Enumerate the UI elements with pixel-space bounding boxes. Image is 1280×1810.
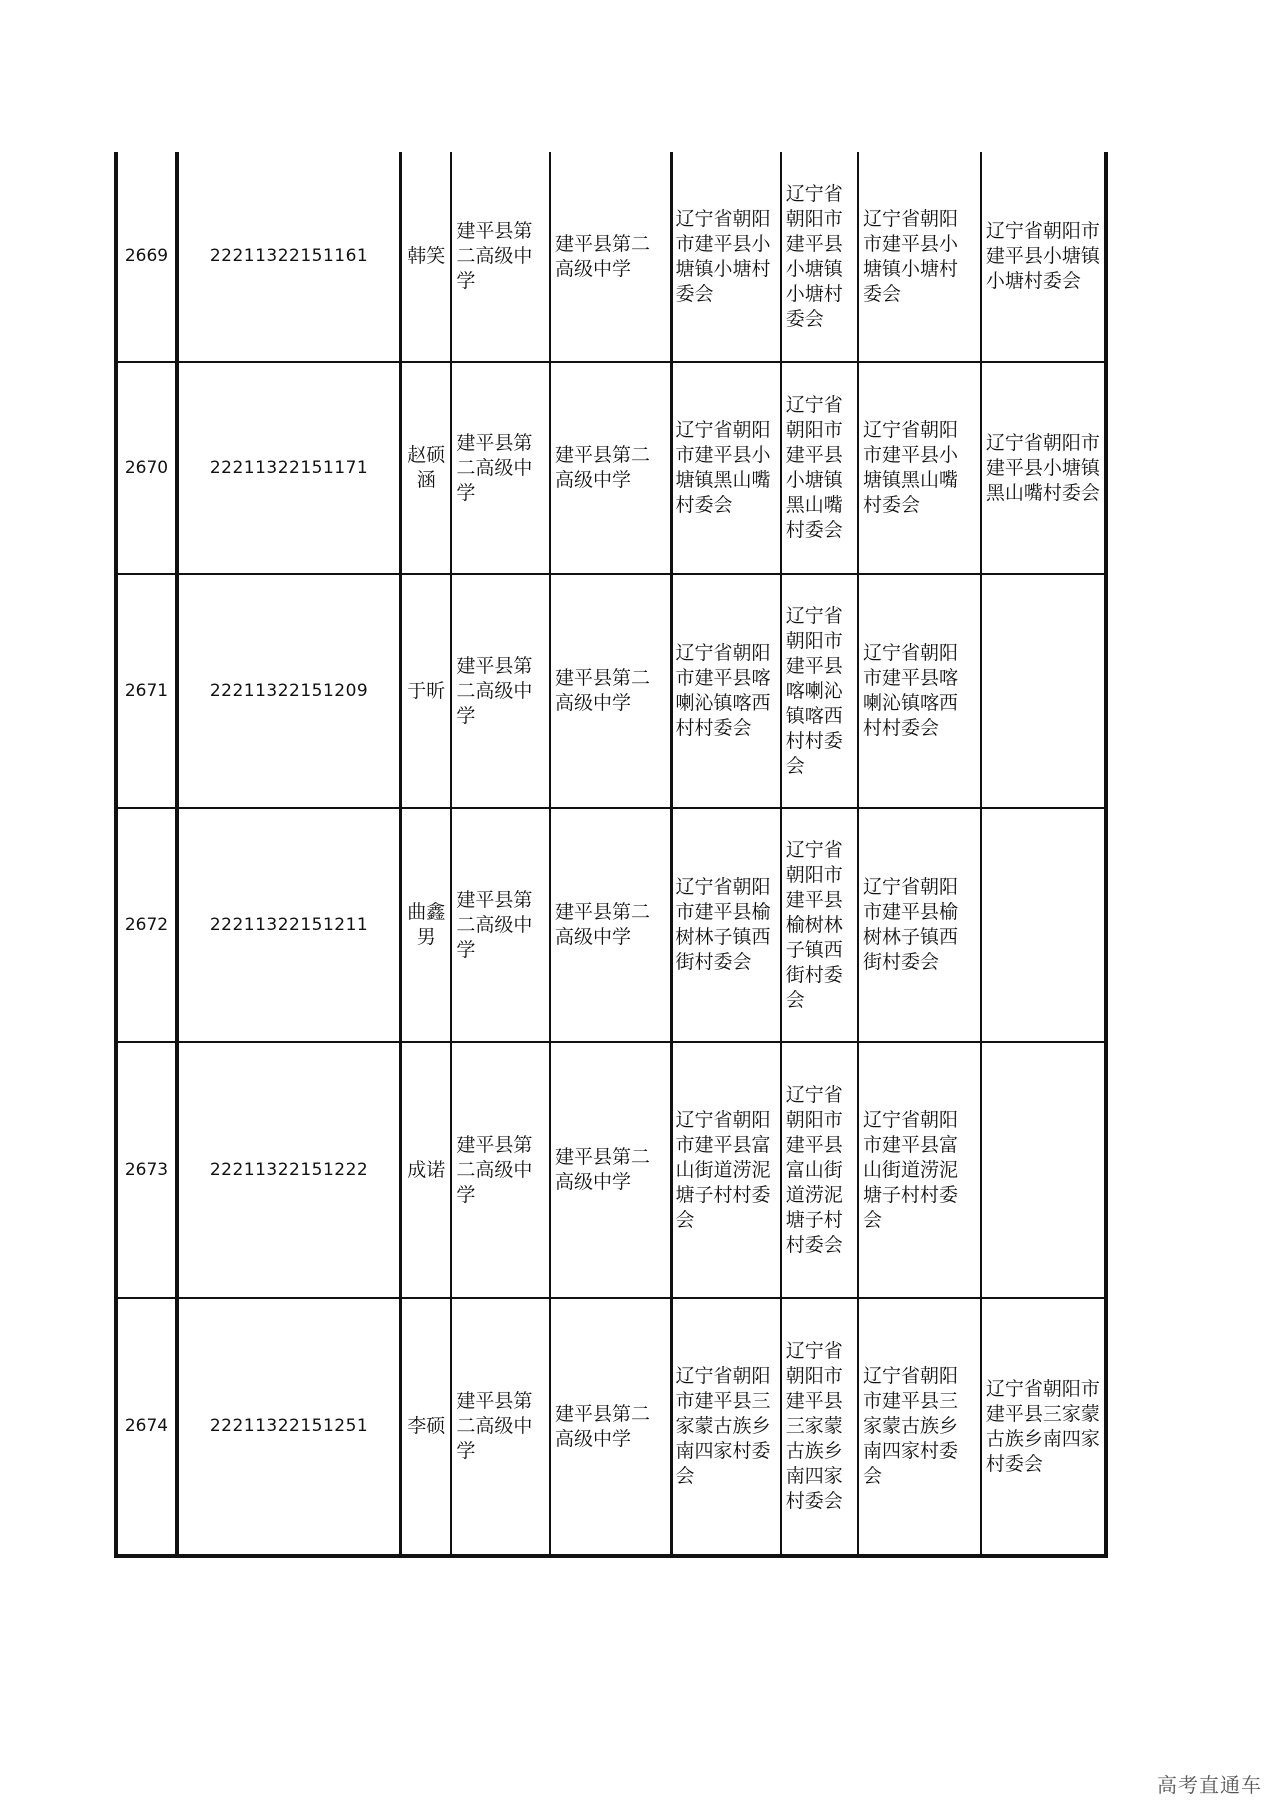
address-1: 辽宁省朝阳市建平县喀喇沁镇喀西村村委会	[675, 642, 771, 739]
table-row	[116, 808, 1106, 1042]
school: 建平县第二高级中学	[456, 1133, 533, 1206]
address-4: 辽宁省朝阳市建平县小塘镇黑山嘴村委会	[985, 431, 1100, 504]
school-2: 建平县第二高级中学	[554, 1146, 650, 1193]
school: 建平县第二高级中学	[456, 431, 533, 504]
serial-number: 2670	[124, 457, 169, 478]
address-2: 辽宁省朝阳市建平县榆树林子镇西街村委会	[785, 838, 843, 1011]
exam-id: 22211322151222	[209, 1159, 369, 1180]
watermark-text: 高考直通车	[1157, 1773, 1262, 1797]
student-name: 于昕	[407, 679, 446, 702]
serial-number: 2671	[124, 680, 169, 701]
serial-number: 2672	[124, 914, 169, 935]
address-3: 辽宁省朝阳市建平县三家蒙古族乡南四家村委会	[862, 1365, 958, 1487]
address-2: 辽宁省朝阳市建平县小塘镇小塘村委会	[785, 182, 843, 330]
address-1: 辽宁省朝阳市建平县小塘镇小塘村委会	[675, 207, 771, 305]
school-2: 建平县第二高级中学	[554, 232, 650, 280]
roster-table	[114, 152, 1108, 1558]
student-name: 赵硕涵	[407, 444, 446, 491]
school-2: 建平县第二高级中学	[554, 1402, 650, 1450]
school: 建平县第二高级中学	[456, 888, 533, 961]
serial-number: 2673	[124, 1159, 169, 1180]
address-3: 辽宁省朝阳市建平县小塘镇小塘村委会	[862, 207, 958, 305]
address-3: 辽宁省朝阳市建平县富山街道涝泥塘子村村委会	[862, 1108, 958, 1231]
address-4: 辽宁省朝阳市建平县三家蒙古族乡南四家村委会	[985, 1377, 1100, 1475]
table-row	[116, 362, 1106, 574]
address-2: 辽宁省朝阳市建平县富山街道涝泥塘子村村委会	[785, 1083, 843, 1256]
school: 建平县第二高级中学	[456, 654, 533, 727]
student-name: 韩笑	[407, 245, 446, 267]
school-2: 建平县第二高级中学	[554, 901, 650, 948]
school-2: 建平县第二高级中学	[554, 667, 650, 714]
address-1: 辽宁省朝阳市建平县富山街道涝泥塘子村村委会	[675, 1108, 771, 1231]
address-1: 辽宁省朝阳市建平县三家蒙古族乡南四家村委会	[675, 1365, 771, 1487]
address-1: 辽宁省朝阳市建平县小塘镇黑山嘴村委会	[675, 419, 771, 516]
school-2: 建平县第二高级中学	[554, 444, 650, 491]
exam-id: 22211322151209	[209, 680, 369, 701]
exam-id: 22211322151171	[209, 457, 369, 478]
student-name: 曲鑫男	[407, 901, 446, 948]
exam-id: 22211322151211	[209, 914, 369, 935]
table-row	[116, 574, 1106, 808]
address-3: 辽宁省朝阳市建平县喀喇沁镇喀西村村委会	[862, 642, 958, 739]
address-2: 辽宁省朝阳市建平县喀喇沁镇喀西村村委会	[785, 604, 843, 777]
address-2: 辽宁省朝阳市建平县小塘镇黑山嘴村委会	[785, 394, 843, 541]
address-3: 辽宁省朝阳市建平县榆树林子镇西街村委会	[862, 876, 958, 973]
school: 建平县第二高级中学	[456, 220, 533, 292]
address-3: 辽宁省朝阳市建平县小塘镇黑山嘴村委会	[862, 419, 958, 516]
exam-id: 22211322151251	[209, 1416, 369, 1436]
table-row	[116, 1042, 1106, 1298]
address-1: 辽宁省朝阳市建平县榆树林子镇西街村委会	[675, 876, 771, 973]
exam-id: 22211322151161	[209, 246, 369, 266]
student-name: 成诺	[407, 1158, 446, 1181]
address-4: 辽宁省朝阳市建平县小塘镇小塘村委会	[985, 220, 1100, 292]
table-row	[116, 1298, 1106, 1556]
student-name: 李硕	[407, 1415, 446, 1437]
school: 建平县第二高级中学	[456, 1390, 533, 1462]
table-row	[116, 152, 1106, 362]
serial-number: 2669	[124, 246, 169, 266]
serial-number: 2674	[124, 1416, 169, 1436]
address-2: 辽宁省朝阳市建平县三家蒙古族乡南四家村委会	[785, 1340, 843, 1512]
